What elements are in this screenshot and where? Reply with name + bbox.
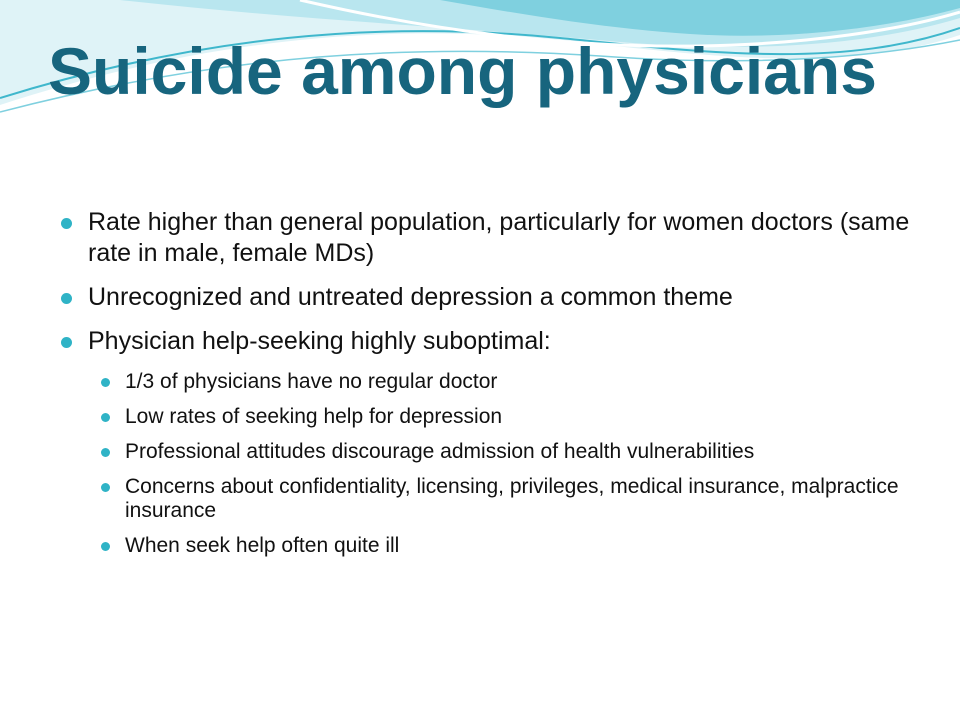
bullet-icon: [61, 337, 72, 348]
sub-bullet-text: Low rates of seeking help for depression: [125, 405, 503, 428]
sub-bullet-icon: [101, 483, 110, 492]
sub-bullet-text: When seek help often quite ill: [125, 534, 400, 557]
bullet-item: [60, 326, 920, 357]
bullet-text: Rate higher than general population, particularly for women doctors (same rate in male, female MDs): [88, 208, 910, 267]
bullet-text: Unrecognized and untreated depression a common theme: [88, 283, 733, 311]
sub-bullet-item: [100, 475, 920, 523]
sub-bullet-item: [100, 534, 920, 558]
sub-bullet-text: Professional attitudes discourage admission of health vulnerabilities: [125, 440, 755, 463]
bullet-icon: [61, 293, 72, 304]
bullet-list: [60, 207, 920, 569]
bullet-icon: [61, 218, 72, 229]
sub-bullet-icon: [101, 413, 110, 422]
sub-bullet-icon: [101, 378, 110, 387]
sub-bullet-icon: [101, 448, 110, 457]
sub-bullet-item: [100, 405, 920, 429]
sub-bullet-item: [100, 370, 920, 394]
sub-bullet-text: Concerns about confidentiality, licensing, privileges, medical insurance, malpractice insurance: [125, 475, 899, 522]
bullet-item: [60, 282, 920, 313]
sub-bullet-item: [100, 440, 920, 464]
sub-bullet-icon: [101, 542, 110, 551]
slide-title: Suicide among physicians: [48, 34, 877, 108]
sub-bullet-text: 1/3 of physicians have no regular doctor: [125, 370, 498, 393]
bullet-text: Physician help-seeking highly suboptimal:: [88, 327, 551, 355]
bullet-item: [60, 207, 920, 269]
